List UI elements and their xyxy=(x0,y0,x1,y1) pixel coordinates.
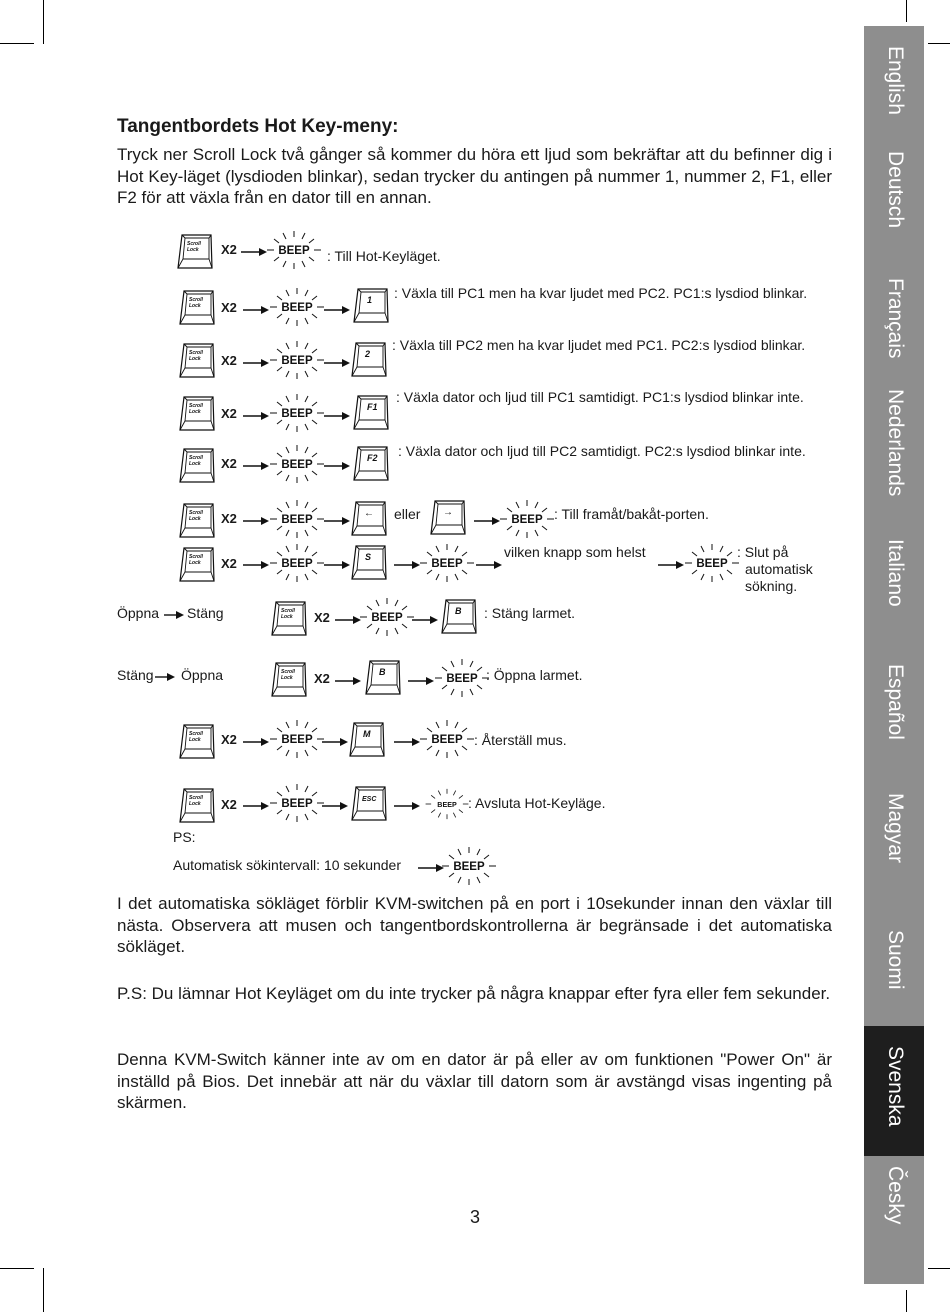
svg-text:BEEP: BEEP xyxy=(453,861,485,873)
beep-icon xyxy=(433,658,491,698)
svg-text:Lock: Lock xyxy=(189,356,201,362)
svg-text:Lock: Lock xyxy=(189,737,201,743)
arrow-icon xyxy=(243,513,269,523)
svg-text:Lock: Lock xyxy=(189,801,201,807)
key-f2-icon xyxy=(352,444,390,482)
row-description: : Växla till PC1 men ha kvar ljudet med PC2. PC1:s lysdiod blinkar. xyxy=(394,285,808,301)
svg-text:Scroll: Scroll xyxy=(281,608,295,614)
arrow-icon xyxy=(155,669,175,679)
svg-text:B: B xyxy=(379,667,386,677)
language-tab-espanol[interactable] xyxy=(864,664,924,784)
arrow-icon xyxy=(243,557,269,567)
auto-scan-paragraph: I det automatiska sökläget förblir KVM-switchen på en port i 10sekunder innan den växlar till nästa. Observera att musen och tangentbordskontrollerna är begränsade i det automatiska sökläget. xyxy=(117,894,832,956)
beep-icon xyxy=(268,393,326,433)
x2-label: X2 xyxy=(221,456,237,471)
crop-mark xyxy=(906,0,907,22)
beep-icon xyxy=(440,846,498,886)
language-tab-svenska[interactable] xyxy=(864,1026,924,1156)
scroll-lock-key-icon xyxy=(176,232,214,270)
hotkey-row-pc1 xyxy=(0,282,950,342)
key-esc-icon xyxy=(350,784,388,822)
svg-text:BEEP: BEEP xyxy=(281,558,313,570)
x2-label: X2 xyxy=(221,797,237,812)
svg-text:BEEP: BEEP xyxy=(281,798,313,810)
svg-text:F2: F2 xyxy=(367,453,378,463)
svg-text:BEEP: BEEP xyxy=(446,673,478,685)
svg-text:BEEP: BEEP xyxy=(281,355,313,367)
language-tab-francais[interactable] xyxy=(864,278,924,383)
arrow-icon xyxy=(243,408,269,418)
page-number: 3 xyxy=(469,1207,480,1227)
scroll-lock-key-icon xyxy=(178,394,216,432)
x2-label: X2 xyxy=(221,511,237,526)
prefix-label: Stäng xyxy=(117,667,154,683)
scroll-lock-key-icon xyxy=(178,341,216,379)
language-tab-english[interactable] xyxy=(864,46,924,156)
svg-text:1: 1 xyxy=(367,295,373,305)
svg-text:BEEP: BEEP xyxy=(278,245,310,257)
svg-text:B: B xyxy=(455,606,462,616)
row-description-cont: sökning. xyxy=(745,578,798,594)
row-description: : Slut på xyxy=(737,544,789,560)
arrow-icon xyxy=(412,612,438,622)
svg-text:BEEP: BEEP xyxy=(511,514,543,526)
arrow-icon xyxy=(394,557,420,567)
key-f1-icon xyxy=(352,393,390,431)
svg-text:Scroll: Scroll xyxy=(187,241,201,247)
svg-text:Lock: Lock xyxy=(189,409,201,415)
scroll-lock-key-icon xyxy=(178,501,216,539)
beep-icon xyxy=(268,783,326,823)
svg-text:BEEP: BEEP xyxy=(431,734,463,746)
section-heading: Tangentbordets Hot Key-meny: xyxy=(117,116,399,137)
scroll-lock-key-icon xyxy=(178,786,216,824)
crop-mark xyxy=(43,0,44,44)
svg-text:Lock: Lock xyxy=(189,516,201,522)
language-tab-strip xyxy=(864,26,924,1284)
hotkey-row-reset-mouse xyxy=(0,718,950,778)
arrow-icon xyxy=(243,355,269,365)
svg-text:S: S xyxy=(365,552,372,562)
x2-label: X2 xyxy=(221,406,237,421)
scroll-lock-key-icon xyxy=(178,545,216,583)
key-1-icon xyxy=(352,286,390,324)
language-tab-label: Deutsch xyxy=(884,151,907,229)
svg-text:BEEP: BEEP xyxy=(281,408,313,420)
hotkey-row-exit xyxy=(0,782,950,842)
ps-paragraph: P.S: Du lämnar Hot Keyläget om du inte trycker på några knappar efter fyra eller fem sekunder. xyxy=(117,984,831,1003)
svg-text:BEEP: BEEP xyxy=(281,459,313,471)
key-m-icon xyxy=(348,720,386,758)
svg-text:Lock: Lock xyxy=(189,560,201,566)
scroll-lock-key-icon xyxy=(178,722,216,760)
svg-text:Scroll: Scroll xyxy=(189,510,203,516)
row-description: : Till framåt/bakåt-porten. xyxy=(554,506,709,522)
hotkey-row-alarm-on xyxy=(0,657,950,717)
row-description: : Till Hot-Keyläget. xyxy=(327,248,441,264)
scroll-lock-key-icon xyxy=(178,288,216,326)
key-s-icon xyxy=(350,543,388,581)
key-b-icon xyxy=(364,658,402,696)
beep-icon xyxy=(268,719,326,759)
arrow-icon xyxy=(476,557,502,567)
beep-icon xyxy=(424,788,470,820)
svg-text:Scroll: Scroll xyxy=(189,403,203,409)
beep-icon xyxy=(268,340,326,380)
beep-icon xyxy=(418,543,476,583)
arrow-icon xyxy=(324,355,350,365)
prefix-label: Öppna xyxy=(117,605,160,621)
hotkey-row-auto-scan xyxy=(0,540,950,600)
scroll-lock-key-icon xyxy=(270,660,308,698)
language-tab-label: Français xyxy=(884,278,907,359)
svg-text:Scroll: Scroll xyxy=(189,554,203,560)
prefix-label: Öppna xyxy=(181,667,224,683)
left-arrow-key-icon xyxy=(350,499,388,537)
arrow-icon xyxy=(164,607,184,617)
x2-label: X2 xyxy=(221,732,237,747)
svg-text:Scroll: Scroll xyxy=(189,350,203,356)
arrow-icon xyxy=(322,734,348,744)
svg-text:Scroll: Scroll xyxy=(189,731,203,737)
or-label: eller xyxy=(394,506,421,522)
svg-text:←: ← xyxy=(364,508,374,519)
svg-text:M: M xyxy=(363,729,371,739)
x2-label: X2 xyxy=(221,300,237,315)
ps-label: PS: xyxy=(173,829,196,845)
language-tab-label: Magyar xyxy=(884,793,907,864)
beep-icon xyxy=(418,719,476,759)
arrow-icon xyxy=(474,513,500,523)
svg-text:2: 2 xyxy=(365,349,371,359)
beep-icon xyxy=(683,543,741,583)
svg-text:Lock: Lock xyxy=(281,614,293,620)
row-description: : Stäng larmet. xyxy=(484,605,576,621)
crop-mark xyxy=(928,1268,950,1269)
row-description: : Öppna larmet. xyxy=(486,667,583,683)
language-tab-label: Česky xyxy=(884,1166,907,1225)
arrow-icon xyxy=(324,513,350,523)
crop-mark xyxy=(43,1268,44,1312)
arrow-icon xyxy=(243,302,269,312)
beep-icon xyxy=(268,499,326,539)
arrow-icon xyxy=(408,673,434,683)
x2-label: X2 xyxy=(221,353,237,368)
svg-text:BEEP: BEEP xyxy=(431,558,463,570)
hotkey-row-enter xyxy=(0,228,950,288)
svg-text:Scroll: Scroll xyxy=(189,795,203,801)
scroll-lock-key-icon xyxy=(270,599,308,637)
auto-interval-text: Automatisk sökintervall: 10 sekunder xyxy=(173,857,401,873)
key-2-icon xyxy=(350,340,388,378)
svg-text:BEEP: BEEP xyxy=(281,514,313,526)
beep-icon xyxy=(265,230,323,270)
svg-text:Scroll: Scroll xyxy=(189,297,203,303)
arrow-icon xyxy=(243,458,269,468)
any-key-label: vilken knapp som helst xyxy=(504,544,646,560)
x2-label: X2 xyxy=(314,610,330,625)
row-description: : Återställ mus. xyxy=(474,732,567,748)
row-description: : Växla till PC2 men ha kvar ljudet med PC1. PC2:s lysdiod blinkar. xyxy=(392,337,806,353)
svg-text:BEEP: BEEP xyxy=(281,734,313,746)
key-b-icon xyxy=(440,597,478,635)
hotkey-row-pc2 xyxy=(0,335,950,395)
row-description: : Avsluta Hot-Keyläge. xyxy=(468,795,606,811)
intro-paragraph: Tryck ner Scroll Lock två gånger så kommer du höra ett ljud som bekräftar att du befinner dig i Hot Key-läget (lysdioden blinkar), sedan trycker du antingen på nummer 1, nummer 2, F1, eller F2 för att växla från en dator till en annan. xyxy=(117,145,832,207)
prefix-label: Stäng xyxy=(187,605,224,621)
language-tab-label: English xyxy=(884,46,907,115)
svg-text:BEEP: BEEP xyxy=(281,302,313,314)
svg-text:BEEP: BEEP xyxy=(437,801,457,810)
crop-mark xyxy=(0,43,34,44)
beep-icon xyxy=(358,597,416,637)
beep-icon xyxy=(498,499,556,539)
language-tab-deutsch[interactable] xyxy=(864,151,924,271)
language-tab-italiano[interactable] xyxy=(864,539,924,649)
row-description: : Växla dator och ljud till PC1 samtidigt. PC1:s lysdiod blinkar inte. xyxy=(396,389,804,405)
svg-text:Scroll: Scroll xyxy=(189,455,203,461)
row-description: : Växla dator och ljud till PC2 samtidigt. PC2:s lysdiod blinkar inte. xyxy=(398,443,806,459)
arrow-icon xyxy=(243,734,269,744)
language-tab-suomi[interactable] xyxy=(864,930,924,1040)
arrow-icon xyxy=(394,798,420,808)
language-tab-cesky[interactable] xyxy=(864,1166,924,1276)
svg-text:Scroll: Scroll xyxy=(281,669,295,675)
language-tab-nederlands[interactable] xyxy=(864,389,924,529)
x2-label: X2 xyxy=(221,242,237,257)
hotkey-row-f1 xyxy=(0,388,950,448)
arrow-icon xyxy=(335,673,361,683)
svg-text:Lock: Lock xyxy=(187,247,199,253)
language-tab-magyar[interactable] xyxy=(864,793,924,913)
power-on-paragraph: Denna KVM-Switch känner inte av om en dator är på eller av om funktionen "Power On" är inställd på Bios. Det innebär att när du växlar till datorn som är avstängd visas ingenting på skärmen. xyxy=(117,1050,832,1112)
scroll-lock-key-icon xyxy=(178,446,216,484)
hotkey-row-alarm-off xyxy=(0,596,950,656)
language-tab-label: Svenska xyxy=(884,1046,907,1127)
arrow-icon xyxy=(324,458,350,468)
arrow-icon xyxy=(658,557,684,567)
row-description-cont: automatisk xyxy=(745,561,813,577)
language-tab-label: Italiano xyxy=(884,539,907,607)
crop-mark xyxy=(906,1290,907,1312)
crop-mark xyxy=(0,1268,34,1269)
beep-icon xyxy=(268,543,326,583)
crop-mark xyxy=(928,43,950,44)
arrow-icon xyxy=(324,302,350,312)
right-arrow-key-icon xyxy=(429,498,467,536)
language-tab-label: Español xyxy=(884,664,907,740)
x2-label: X2 xyxy=(221,556,237,571)
svg-text:BEEP: BEEP xyxy=(371,612,403,624)
arrow-icon xyxy=(241,244,267,254)
arrow-icon xyxy=(324,408,350,418)
arrow-icon xyxy=(394,734,420,744)
x2-label: X2 xyxy=(314,671,330,686)
svg-text:Lock: Lock xyxy=(281,675,293,681)
arrow-icon xyxy=(322,798,348,808)
svg-text:→: → xyxy=(443,507,453,518)
language-tab-label: Nederlands xyxy=(884,389,907,497)
svg-text:BEEP: BEEP xyxy=(696,558,728,570)
beep-icon xyxy=(268,444,326,484)
svg-text:ESC: ESC xyxy=(362,796,377,803)
svg-text:Lock: Lock xyxy=(189,303,201,309)
svg-text:F1: F1 xyxy=(367,402,378,412)
language-tab-label: Suomi xyxy=(884,930,907,990)
svg-text:Lock: Lock xyxy=(189,461,201,467)
hotkey-row-f2 xyxy=(0,440,950,500)
beep-icon xyxy=(268,287,326,327)
arrow-icon xyxy=(243,798,269,808)
arrow-icon xyxy=(324,557,350,567)
